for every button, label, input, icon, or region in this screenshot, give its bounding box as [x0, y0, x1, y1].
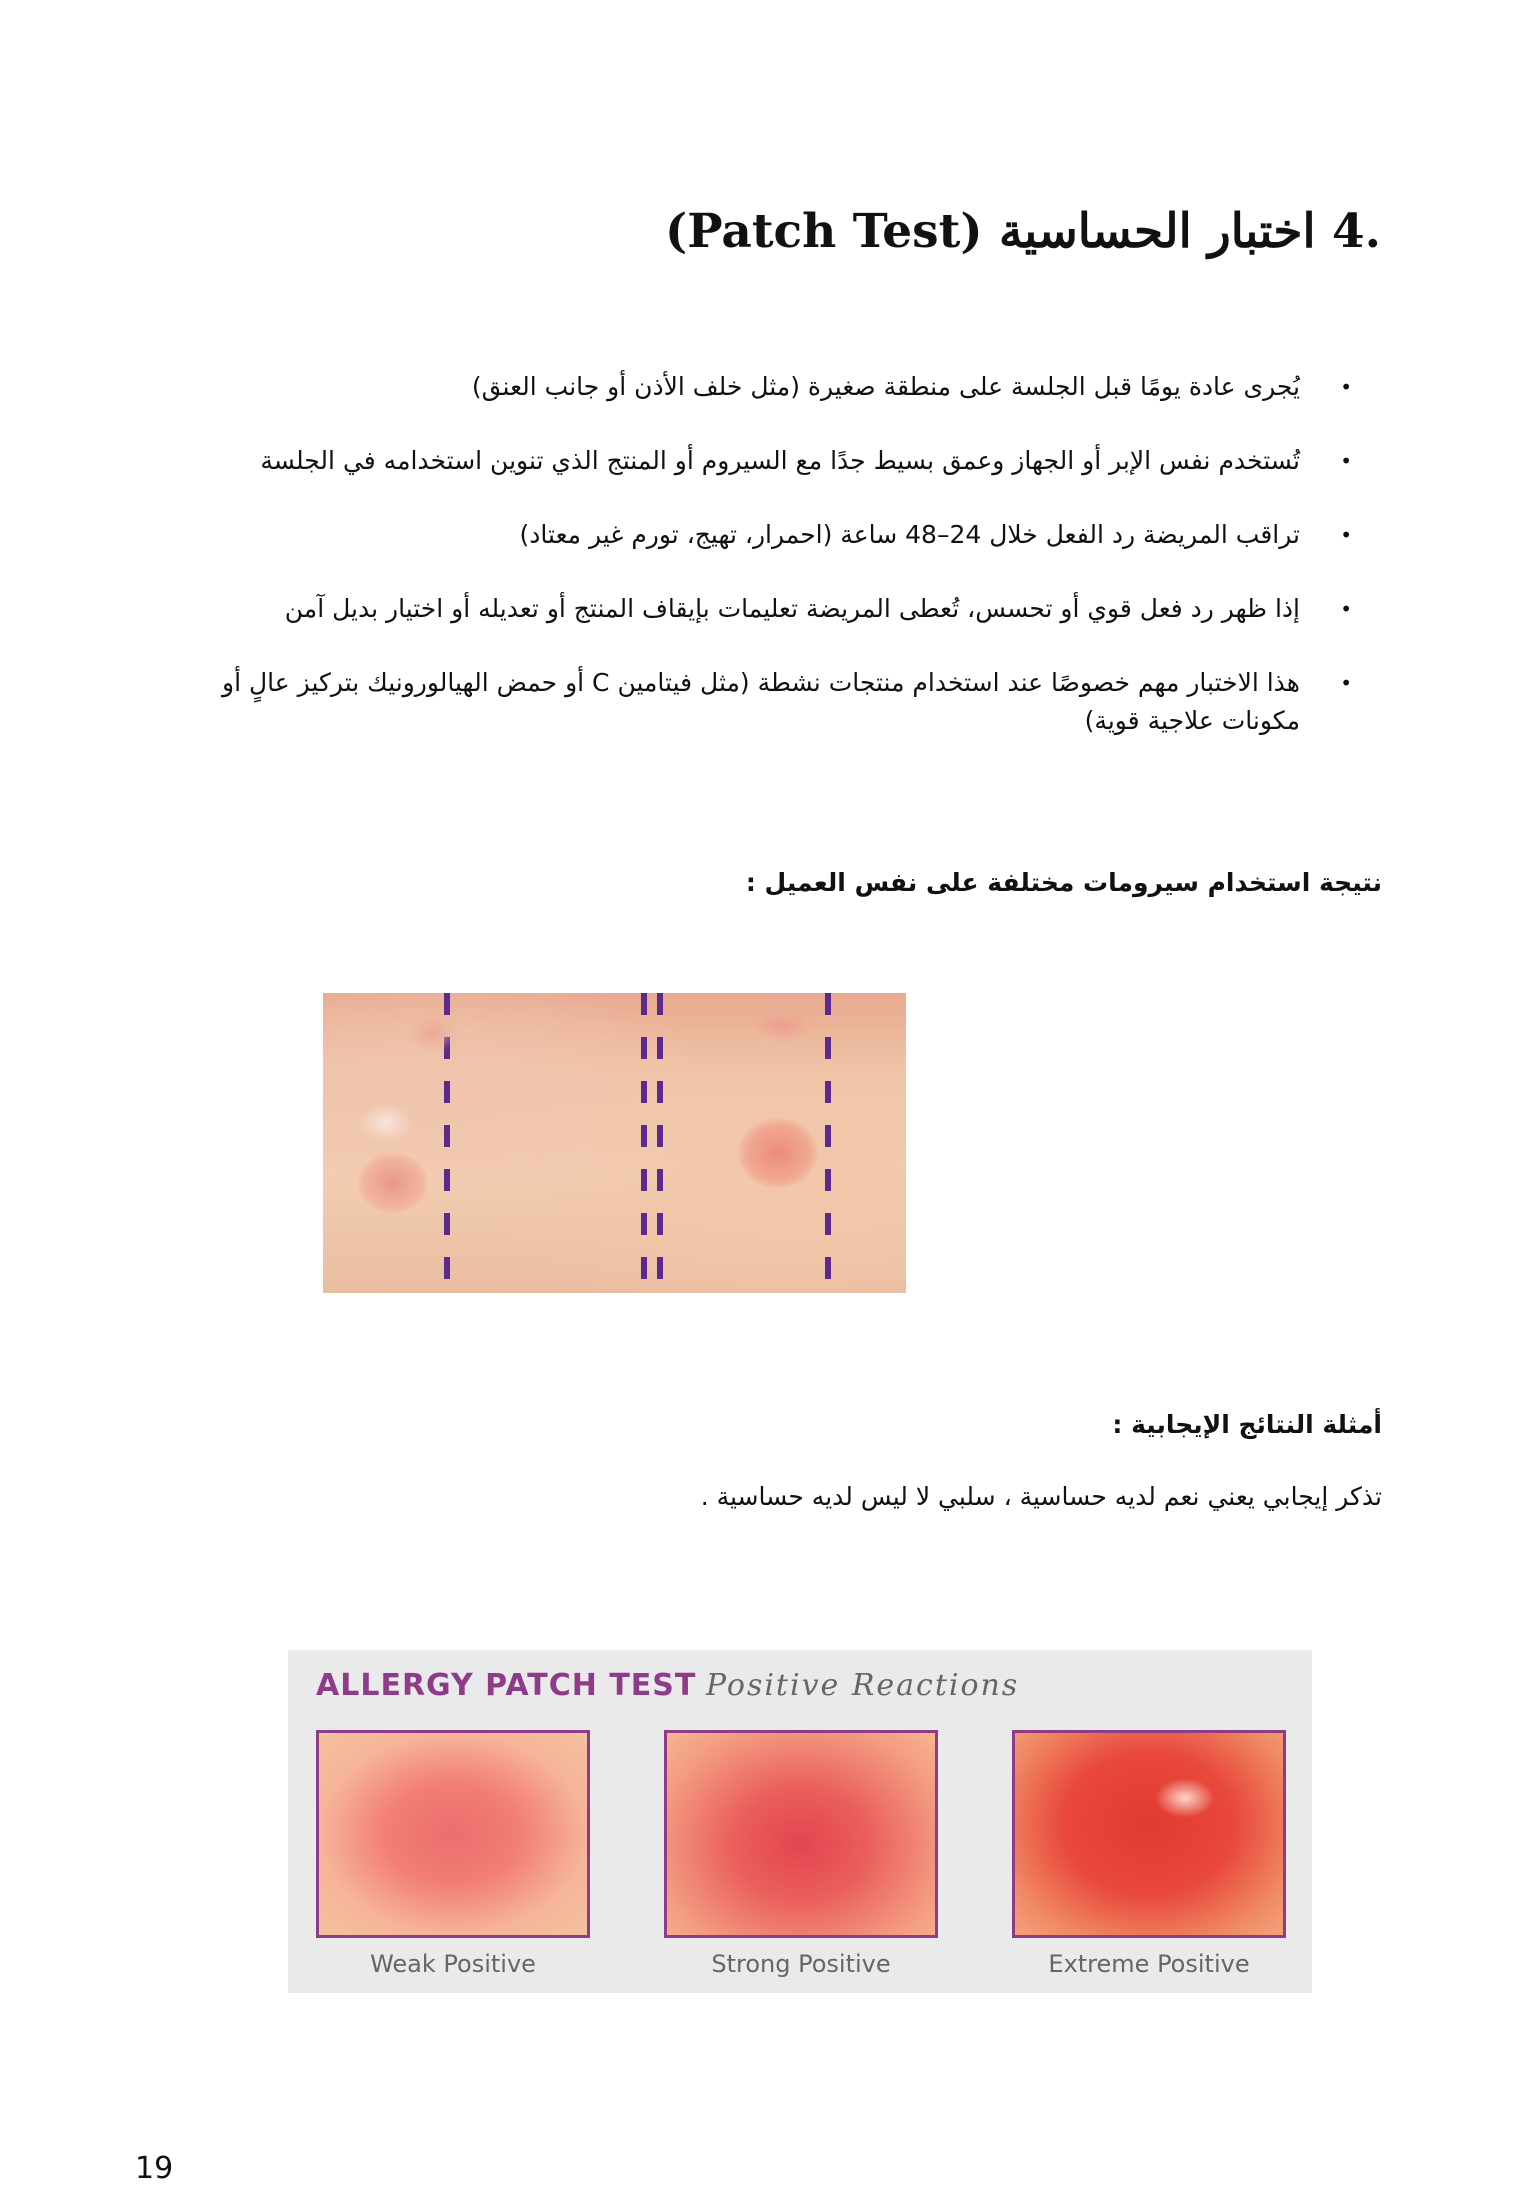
weak-positive-label: Weak Positive: [370, 1950, 536, 1978]
bullet-dot: •: [1340, 449, 1352, 473]
reaction-spot: [753, 1011, 813, 1041]
page-number: 19: [135, 2151, 174, 2186]
list-item: • هذا الاختبار مهم خصوصًا عند استخدام منتجات نشطة (مثل فيتامين C أو حمض الهيالورونيك بتركيز عالٍ أو مكونات علاجية قوية): [172, 664, 1352, 740]
serums-result-heading: نتيجة استخدام سيرومات مختلفة على نفس العميل :: [745, 868, 1382, 897]
reaction-spot: [408, 1013, 458, 1053]
positive-examples-heading: أمثلة النتائج الإيجابية :: [1112, 1410, 1382, 1439]
allergy-patch-test-image: [288, 1650, 1312, 1993]
marker-line: [825, 993, 831, 1293]
list-item: • تُستخدم نفس الإبر أو الجهاز وعمق بسيط جدًا مع السيروم أو المنتج الذي تنوين استخدامه في الجلسة: [172, 442, 1352, 480]
marker-line: [641, 993, 647, 1293]
bullet-list: [172, 368, 1352, 740]
marker-line: [657, 993, 663, 1293]
image-title-sub: Positive Reactions: [705, 1668, 1020, 1703]
reaction-spot: [358, 1103, 413, 1143]
list-item: • تراقب المريضة رد الفعل خلال 24–48 ساعة (احمرار، تهيج، تورم غير معتاد): [172, 516, 1352, 554]
bullet-dot: •: [1340, 671, 1352, 695]
patch-test-skin-photo: [323, 993, 906, 1293]
reminder-note: تذكر إيجابي يعني نعم لديه حساسية ، سلبي لا ليس لديه حساسية .: [700, 1482, 1382, 1511]
extreme-positive-label: Extreme Positive: [1048, 1950, 1250, 1978]
image-title-main: ALLERGY PATCH TEST: [316, 1668, 697, 1703]
bullet-dot: •: [1340, 375, 1352, 399]
strong-positive-panel: [664, 1730, 938, 1938]
bullet-dot: •: [1340, 597, 1352, 621]
list-item: • إذا ظهر رد فعل قوي أو تحسس، تُعطى المريضة تعليمات بإيقاف المنتج أو تعديله أو اختيار بديل آمن: [172, 590, 1352, 628]
extreme-positive-panel: [1012, 1730, 1286, 1938]
weak-positive-panel: [316, 1730, 590, 1938]
list-item: • يُجرى عادة يومًا قبل الجلسة على منطقة صغيرة (مثل خلف الأذن أو جانب العنق): [172, 368, 1352, 406]
reaction-spot: [738, 1118, 818, 1188]
section-title: .4 اختبار الحساسية (Patch Test): [665, 204, 1381, 259]
reaction-spot: [358, 1153, 428, 1213]
bullet-dot: •: [1340, 523, 1352, 547]
image-title: [316, 1668, 1019, 1703]
strong-positive-label: Strong Positive: [711, 1950, 891, 1978]
